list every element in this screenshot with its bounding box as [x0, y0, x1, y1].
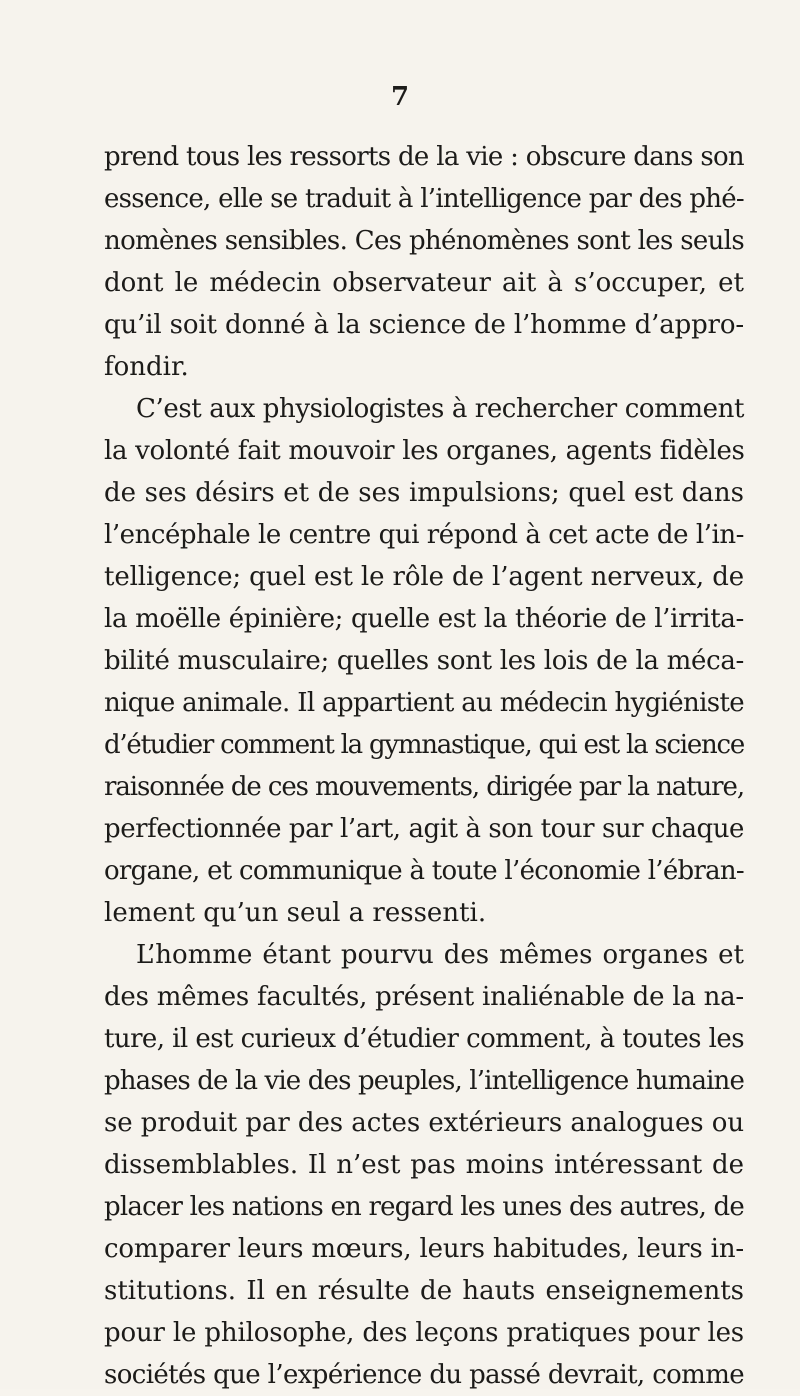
text-line: nique animale. Il appartient au médecin hygiéniste: [104, 688, 744, 718]
text-line: dont le médecin observateur ait à s’occuper, et: [104, 268, 744, 298]
text-line: d’étudier comment la gymnastique, qui est la science: [104, 730, 744, 760]
text-line: pour le philosophe, des leçons pratiques pour les: [104, 1318, 744, 1348]
text-line: comparer leurs mœurs, leurs habitudes, leurs in-: [104, 1234, 744, 1264]
text-line: essence, elle se traduit à l’intelligence par des phé-: [104, 184, 744, 214]
text-line: des mêmes facultés, présent inaliénable de la na-: [104, 982, 744, 1012]
text-line: stitutions. Il en résulte de hauts enseignements: [104, 1276, 744, 1306]
text-line: organe, et communique à toute l’économie l’ébran-: [104, 856, 744, 886]
text-line: l’encéphale le centre qui répond à cet acte de l’in-: [104, 520, 744, 550]
text-line: prend tous les ressorts de la vie : obscure dans son: [104, 142, 744, 172]
text-line: raisonnée de ces mouvements, dirigée par la nature,: [104, 772, 744, 802]
text-line: phases de la vie des peuples, l’intelligence humaine: [104, 1066, 744, 1096]
text-line: placer les nations en regard les unes des autres, de: [104, 1192, 744, 1222]
text-line: nomènes sensibles. Ces phénomènes sont les seuls: [104, 226, 744, 256]
text-line: sociétés que l’expérience du passé devrait, comme: [104, 1360, 744, 1390]
text-line: de ses désirs et de ses impulsions; quel est dans: [104, 478, 744, 508]
text-line: lement qu’un seul a ressenti.: [104, 898, 487, 928]
text-line: perfectionnée par l’art, agit à son tour sur chaque: [104, 814, 744, 844]
text-line: C’est aux physiologistes à rechercher comment: [136, 394, 744, 424]
page-number: 7: [390, 82, 410, 112]
text-line: qu’il soit donné à la science de l’homme d’appro-: [104, 310, 744, 340]
text-line: fondir.: [104, 352, 189, 382]
text-line: bilité musculaire; quelles sont les lois de la méca-: [104, 646, 744, 676]
text-line: la moëlle épinière; quelle est la théorie de l’irrita-: [104, 604, 744, 634]
text-line: la volonté fait mouvoir les organes, agents fidèles: [104, 436, 745, 466]
text-line: L’homme étant pourvu des mêmes organes et: [136, 940, 744, 970]
text-line: se produit par des actes extérieurs analogues ou: [104, 1108, 744, 1138]
text-line: ture, il est curieux d’étudier comment, à toutes les: [104, 1024, 744, 1054]
text-line: telligence; quel est le rôle de l’agent nerveux, de: [104, 562, 744, 592]
body-text: [104, 136, 744, 1396]
text-line: dissemblables. Il n’est pas moins intéressant de: [104, 1150, 744, 1180]
